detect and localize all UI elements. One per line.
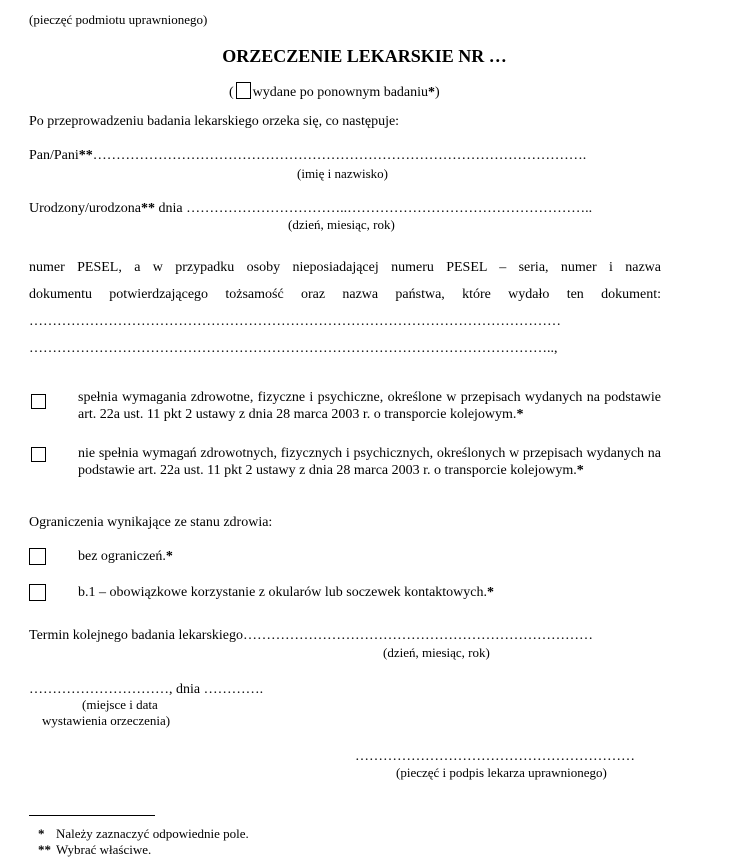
birth-label: Urodzony/urodzona bbox=[29, 201, 141, 216]
no-restrictions-checkbox[interactable] bbox=[29, 548, 46, 565]
name-caption: (imię i nazwisko) bbox=[297, 166, 388, 181]
meets-requirements-checkbox[interactable] bbox=[31, 394, 46, 409]
next-exam-caption: (dzień, miesiąc, rok) bbox=[383, 645, 490, 660]
name-label: Pan/Pani bbox=[29, 148, 79, 163]
footnote-2-mark: ** bbox=[38, 842, 51, 857]
pesel-dots-1[interactable]: …………………………………………………………………………………………………… bbox=[29, 314, 561, 329]
birth-label-suffix: dnia bbox=[154, 201, 187, 216]
not-meets-requirements-checkbox[interactable] bbox=[31, 447, 46, 462]
no-restrictions-star: * bbox=[165, 549, 173, 564]
no-restrictions-label: bez ograniczeń. bbox=[78, 549, 166, 564]
reexam-star: * bbox=[428, 85, 436, 100]
pesel-line-2: dokumentu potwierdzającego tożsamość oraz nazwa państwa, które wydało ten dokument: bbox=[29, 287, 661, 302]
signature-dots[interactable]: …………………………………………………… bbox=[355, 749, 635, 764]
birth-field[interactable] bbox=[29, 201, 592, 217]
restrictions-heading: Ograniczenia wynikające ze stanu zdrowia: bbox=[29, 515, 273, 530]
not-meets-requirements-text bbox=[78, 445, 661, 479]
next-exam-field[interactable] bbox=[29, 628, 593, 644]
stamp-label: (pieczęć podmiotu uprawnionego) bbox=[29, 12, 208, 27]
footnote-1-text: Należy zaznaczyć odpowiednie pole. bbox=[56, 826, 249, 841]
birth-caption: (dzień, miesiąc, rok) bbox=[288, 217, 395, 232]
footnote-1 bbox=[38, 826, 249, 842]
reexam-line bbox=[229, 82, 440, 101]
reexam-close-paren: ) bbox=[435, 85, 440, 100]
name-field[interactable] bbox=[29, 148, 586, 164]
next-exam-dots[interactable]: ………………………………………………………………… bbox=[243, 628, 593, 643]
footnote-2 bbox=[38, 842, 151, 858]
meets-requirements-star: * bbox=[516, 407, 524, 422]
pesel-dots-2[interactable]: ………………………………………………………………………………………………….., bbox=[29, 341, 558, 356]
place-date-caption-1: (miejsce i data bbox=[82, 697, 158, 712]
reexam-checkbox[interactable] bbox=[236, 82, 251, 99]
footnote-separator bbox=[29, 815, 155, 816]
reexam-label: wydane po ponownym badaniu bbox=[252, 85, 429, 100]
glasses-restriction-label: b.1 – obowiązkowe korzystanie z okularów lub soczewek kontaktowych. bbox=[78, 585, 487, 600]
document-title: ORZECZENIE LEKARSKIE NR … bbox=[222, 46, 507, 66]
intro-text: Po przeprowadzeniu badania lekarskiego orzeka się, co następuje: bbox=[29, 114, 400, 129]
not-meets-requirements-star: * bbox=[576, 463, 584, 478]
signature-caption: (pieczęć i podpis lekarza uprawnionego) bbox=[396, 765, 607, 780]
place-date-dots[interactable]: …………………………, dnia …………. bbox=[29, 682, 264, 697]
meets-requirements-label: spełnia wymagania zdrowotne, fizyczne i psychiczne, określone w przepisach wydanych na podstawie art. 22a ust. 11 pkt 2 ustawy z dnia 28 marca 2003 r. o transporcie kolejowym. bbox=[78, 390, 661, 422]
next-exam-label: Termin kolejnego badania lekarskiego bbox=[29, 628, 243, 643]
name-stars: ** bbox=[78, 148, 93, 163]
birth-stars: ** bbox=[140, 201, 155, 216]
glasses-restriction-text bbox=[78, 585, 494, 601]
footnote-2-text: Wybrać właściwe. bbox=[56, 842, 152, 857]
meets-requirements-text bbox=[78, 389, 661, 423]
no-restrictions-text bbox=[78, 549, 173, 565]
glasses-restriction-star: * bbox=[487, 585, 494, 600]
place-date-caption-2: wystawienia orzeczenia) bbox=[42, 713, 171, 728]
not-meets-requirements-label: nie spełnia wymagań zdrowotnych, fizycznych i psychicznych, określonych w przepisach wydanych na podstawie art. 22a ust. 11 pkt 2 ustawy z dnia 28 marca 2003 r. o transporcie kolejowym. bbox=[78, 446, 661, 478]
name-dots[interactable]: ……………………………………………………………………………………………. bbox=[92, 148, 587, 163]
birth-dots[interactable]: ……………………………..…………………………………………….. bbox=[186, 201, 593, 216]
footnote-1-mark: * bbox=[38, 826, 45, 841]
pesel-line-1: numer PESEL, a w przypadku osoby nieposiadającej numeru PESEL – seria, numer i nazwa bbox=[29, 260, 661, 275]
reexam-open-paren: ( bbox=[229, 85, 234, 100]
glasses-restriction-checkbox[interactable] bbox=[29, 584, 46, 601]
